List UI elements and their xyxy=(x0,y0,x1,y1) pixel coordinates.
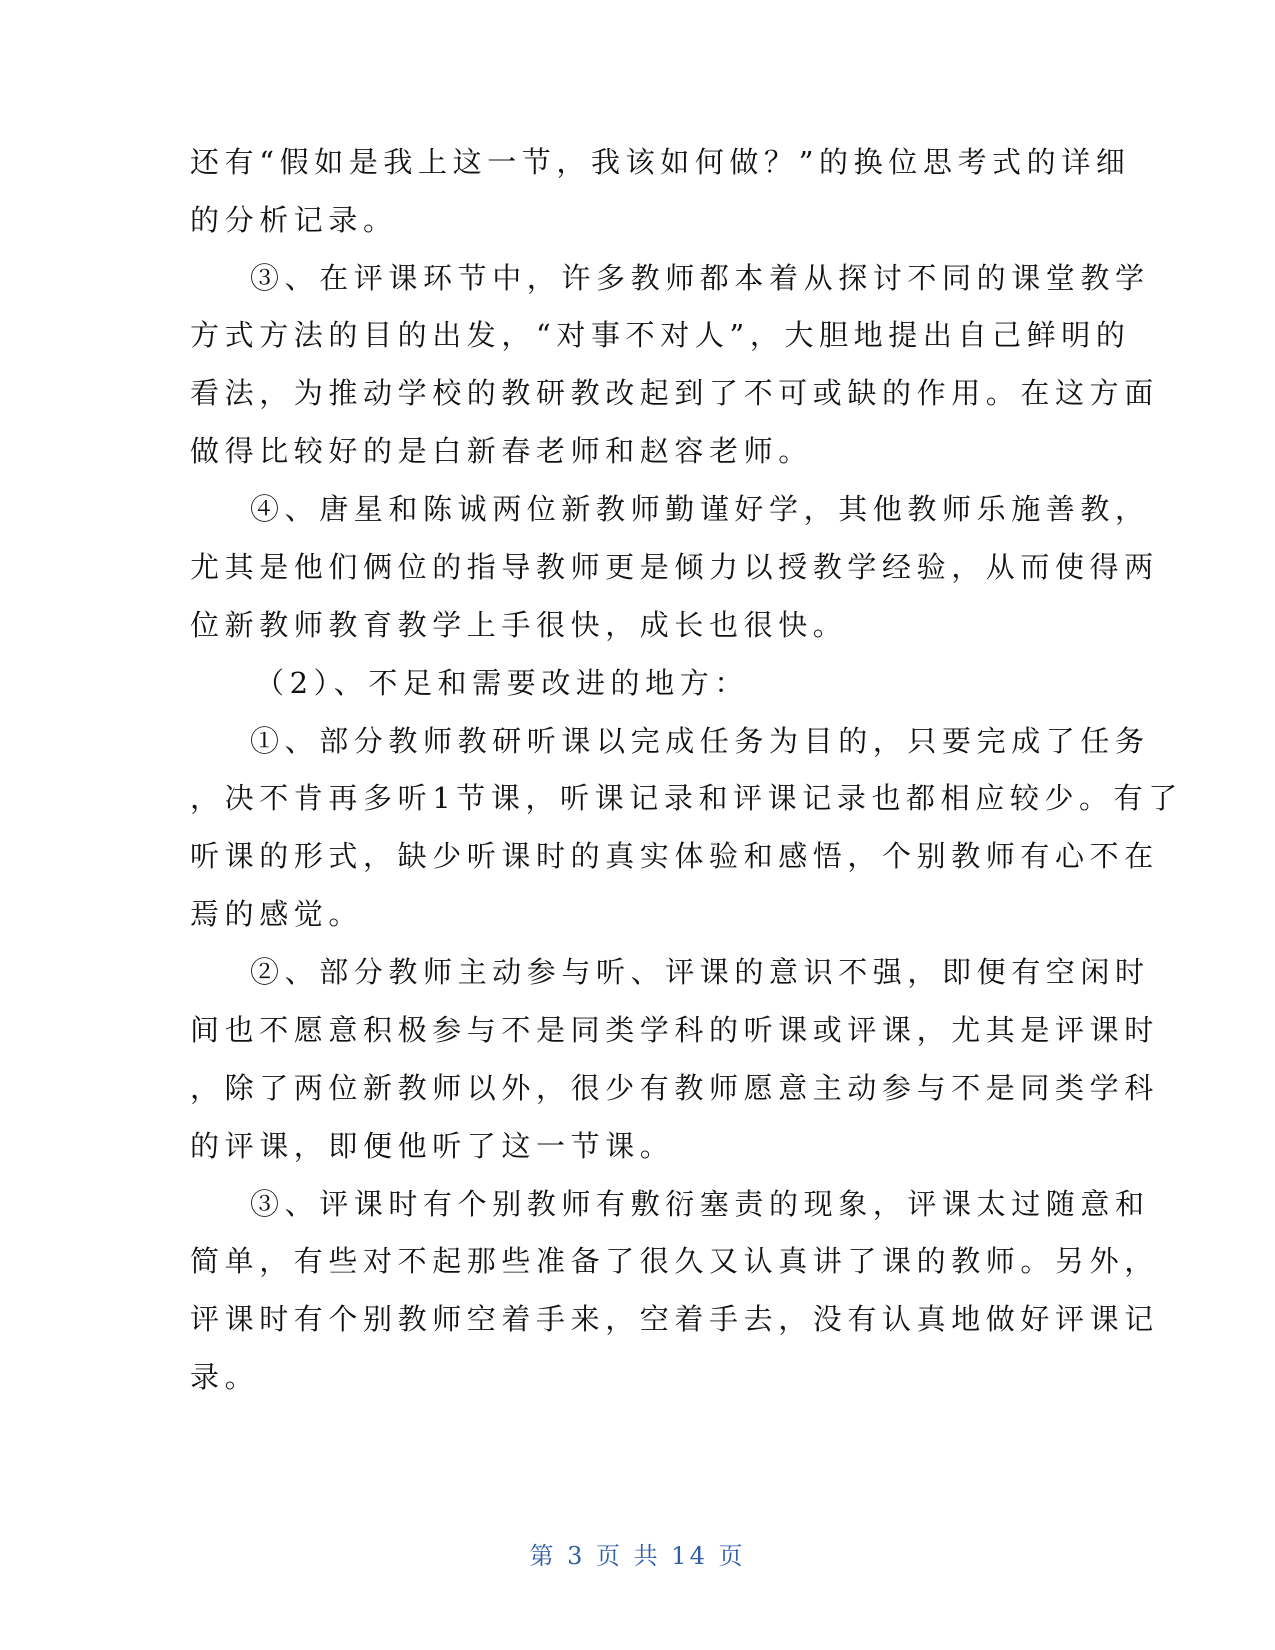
body-line: 间也不愿意积极参与不是同类学科的听课或评课，尤其是评课时 xyxy=(190,1013,1159,1047)
paragraph-line: ①、部分教师教研听课以完成任务为目的，只要完成了任务 xyxy=(250,724,1150,758)
body-line: 方式方法的目的出发，“对事不对人”，大胆地提出自己鲜明的 xyxy=(190,318,1131,352)
paragraph-line: ②、部分教师主动参与听、评课的意识不强，即便有空闲时 xyxy=(250,955,1150,989)
body-line: 评课时有个别教师空着手来，空着手去，没有认真地做好评课记 xyxy=(190,1302,1159,1336)
body-line: 录。 xyxy=(190,1360,260,1394)
body-line: 看法，为推动学校的教研教改起到了不可或缺的作用。在这方面 xyxy=(190,376,1159,410)
body-line: 尤其是他们俩位的指导教师更是倾力以授教学经验，从而使得两 xyxy=(190,550,1159,584)
body-line: 听课的形式，缺少听课时的真实体验和感悟，个别教师有心不在 xyxy=(190,839,1159,873)
paragraph-line: ④、唐星和陈诚两位新教师勤谨好学，其他教师乐施善教， xyxy=(250,492,1150,526)
body-line: ，除了两位新教师以外，很少有教师愿意主动参与不是同类学科 xyxy=(190,1071,1159,1105)
body-line: 的分析记录。 xyxy=(190,203,398,237)
paragraph-line: ③、在评课环节中，许多教师都本着从探讨不同的课堂教学 xyxy=(250,261,1150,295)
body-line: 简单，有些对不起那些准备了很久又认真讲了课的教师。另外， xyxy=(190,1244,1159,1278)
section-heading: （2）、不足和需要改进的地方： xyxy=(255,666,749,700)
paragraph-line: ③、评课时有个别教师有敷衍塞责的现象，评课太过随意和 xyxy=(250,1187,1150,1221)
body-line: ，决不肯再多听1节课，听课记录和评课记录也都相应较少。有了 xyxy=(190,781,1183,815)
body-line: 位新教师教育教学上手很快，成长也很快。 xyxy=(190,608,848,642)
body-line: 焉的感觉。 xyxy=(190,897,364,931)
body-line: 的评课，即便他听了这一节课。 xyxy=(190,1129,675,1163)
page-number-footer: 第 3 页 共 14 页 xyxy=(529,1542,746,1570)
body-line: 还有“假如是我上这一节，我该如何做？”的换位思考式的详细 xyxy=(190,145,1131,179)
body-line: 做得比较好的是白新春老师和赵容老师。 xyxy=(190,434,813,468)
